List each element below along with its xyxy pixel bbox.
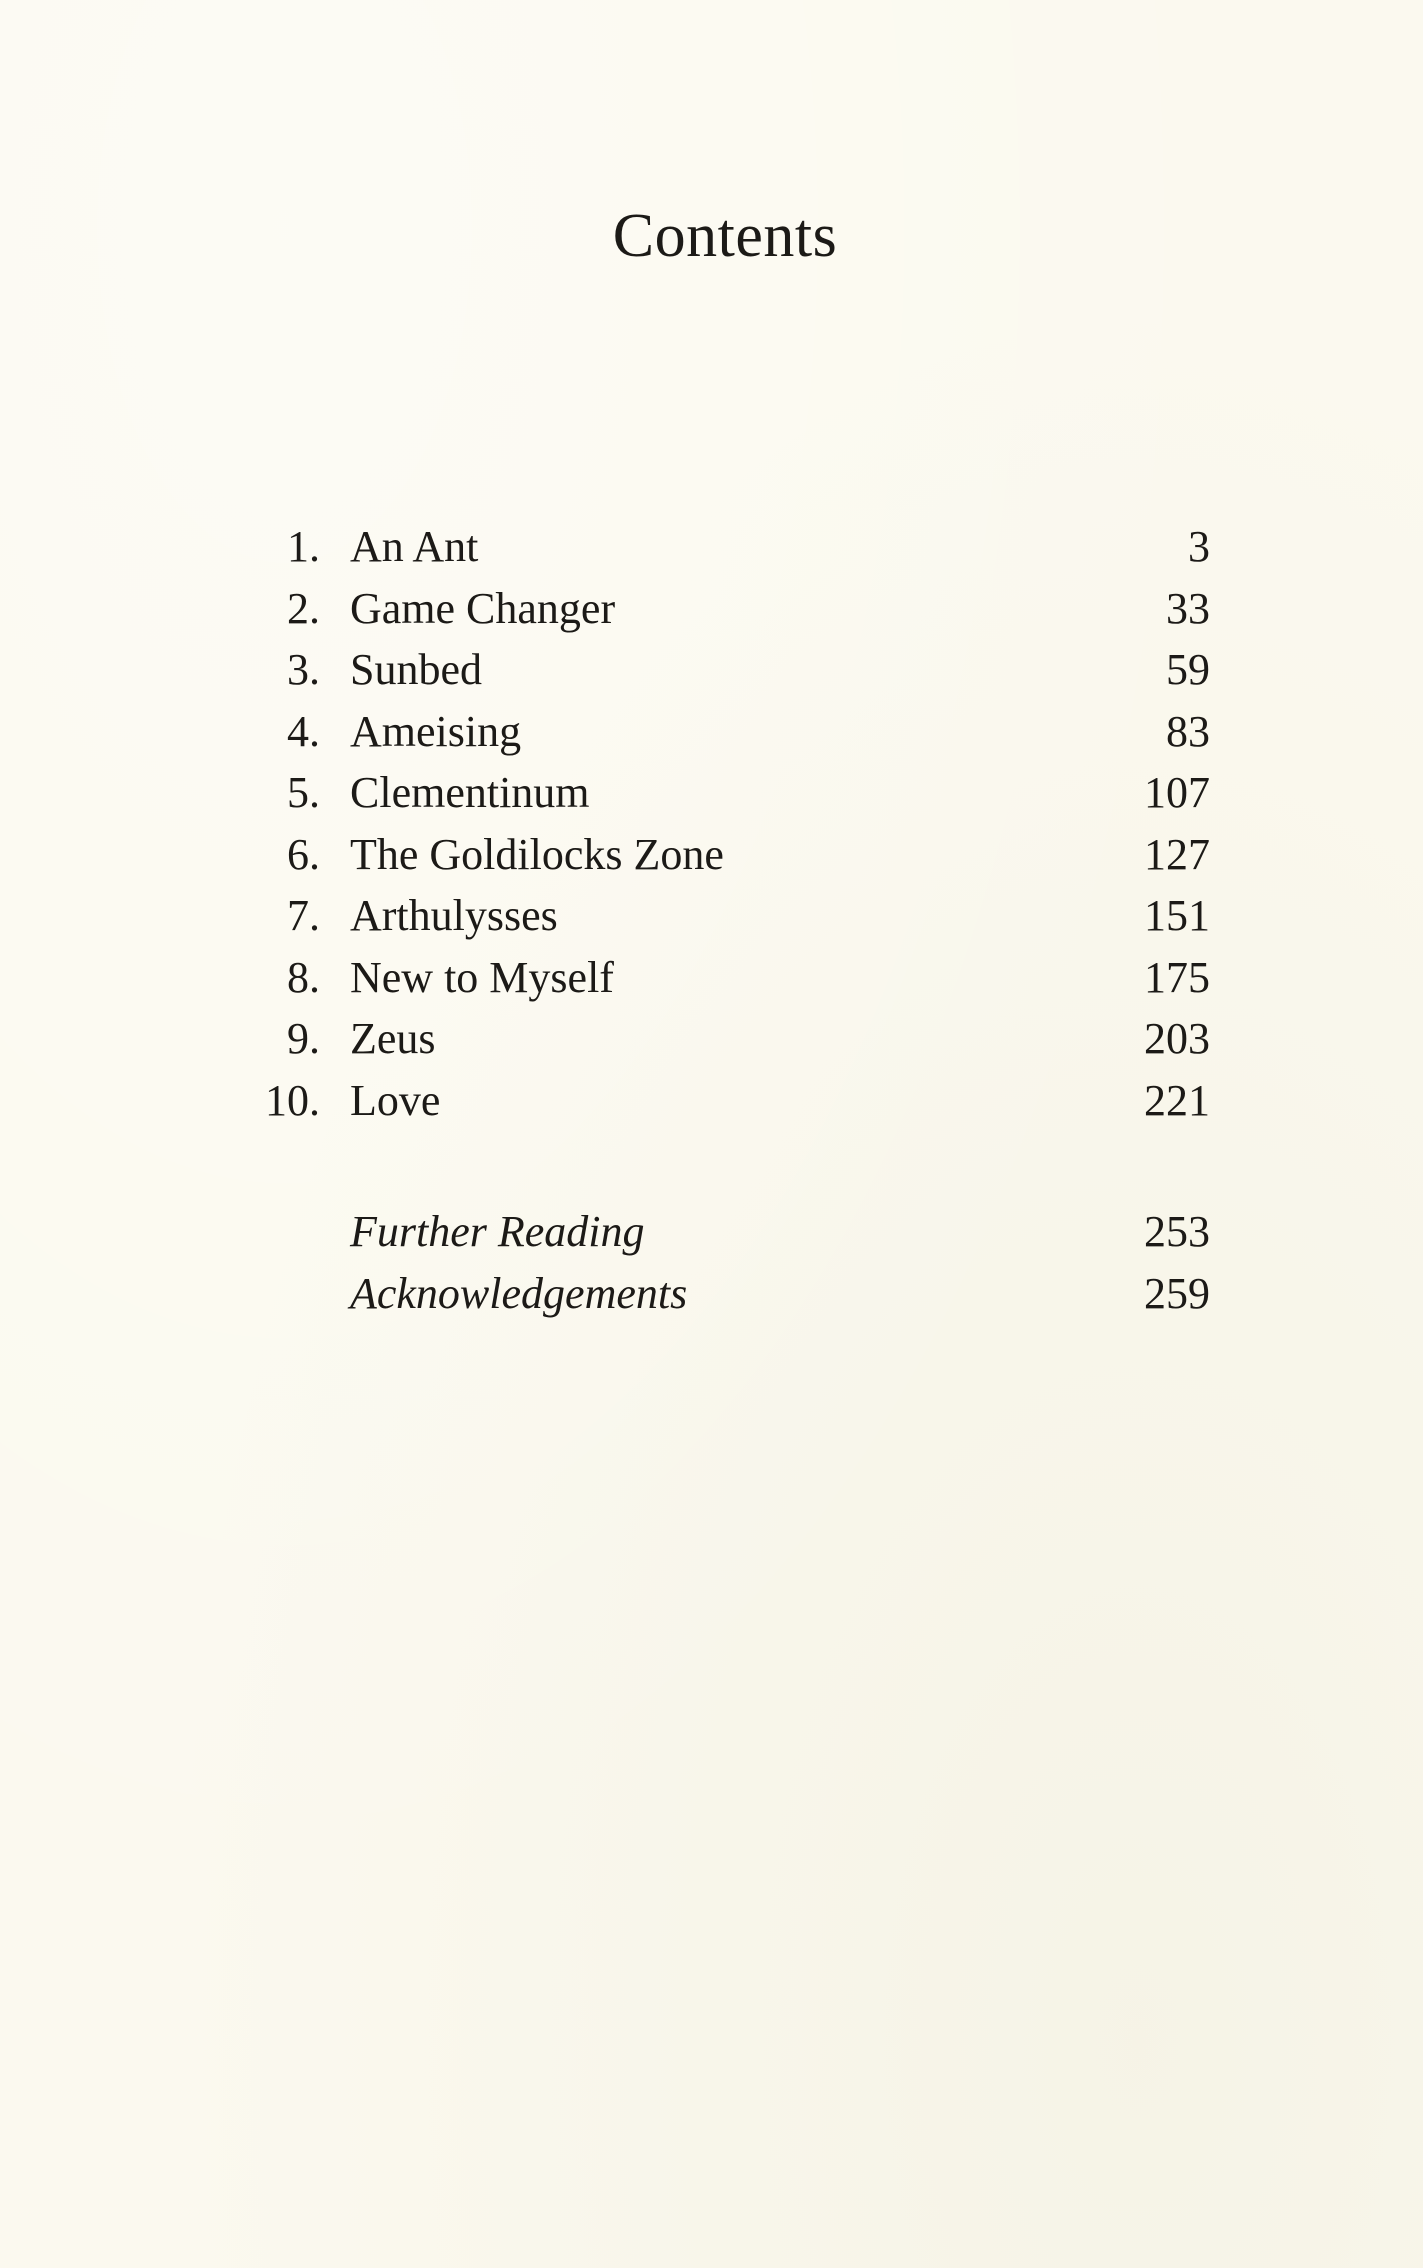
chapter-number: 7. [287, 891, 320, 940]
page-number: 253 [1144, 1207, 1210, 1256]
toc-entry [240, 1014, 1210, 1079]
toc-entry [240, 706, 1210, 772]
page-title: Contents [612, 202, 838, 270]
page-number: 59 [1166, 645, 1210, 694]
chapter-title: Love [350, 1075, 441, 1125]
toc-entry [240, 768, 1210, 833]
page-number: 259 [1144, 1268, 1210, 1318]
page-number: 221 [1144, 1075, 1210, 1125]
page-number: 127 [1144, 829, 1210, 879]
page-number: 175 [1144, 952, 1210, 1002]
toc-entry [240, 952, 1210, 1018]
chapter-title: An Ant [350, 522, 479, 571]
page-number: 83 [1166, 706, 1210, 756]
page-number: 203 [1144, 1014, 1210, 1063]
chapter-title: New to Myself [350, 952, 614, 1002]
back-matter-title: Further Reading [350, 1207, 645, 1256]
chapter-title: Ameising [350, 706, 522, 756]
page-number: 107 [1144, 768, 1210, 817]
chapter-number: 8. [287, 952, 320, 1002]
toc-entry [240, 583, 1210, 649]
chapter-title: Zeus [350, 1014, 436, 1063]
chapter-number: 5. [287, 768, 320, 817]
chapter-title: Arthulysses [350, 891, 558, 940]
back-matter-list [240, 1207, 1210, 1333]
toc-entry [240, 522, 1210, 587]
toc-entry [240, 1207, 1210, 1272]
toc-entry [240, 645, 1210, 710]
chapter-title: Sunbed [350, 645, 482, 694]
chapter-number: 1. [287, 522, 320, 571]
chapter-number: 6. [287, 829, 320, 879]
page-number: 151 [1144, 891, 1210, 940]
toc-entry [240, 1075, 1210, 1141]
chapter-title: The Goldilocks Zone [350, 829, 724, 879]
toc-entry [240, 1268, 1210, 1334]
chapter-list [240, 522, 1210, 1140]
chapter-number: 4. [287, 706, 320, 756]
back-matter-title: Acknowledgements [350, 1268, 688, 1318]
toc-entry [240, 829, 1210, 895]
chapter-number: 10. [265, 1075, 320, 1125]
chapter-title: Clementinum [350, 768, 590, 817]
page-number: 3 [1188, 522, 1210, 571]
chapter-number: 3. [287, 645, 320, 694]
toc-entry [240, 891, 1210, 956]
chapter-number: 2. [287, 583, 320, 633]
chapter-title: Game Changer [350, 583, 616, 633]
page-number: 33 [1166, 583, 1210, 633]
chapter-number: 9. [287, 1014, 320, 1063]
